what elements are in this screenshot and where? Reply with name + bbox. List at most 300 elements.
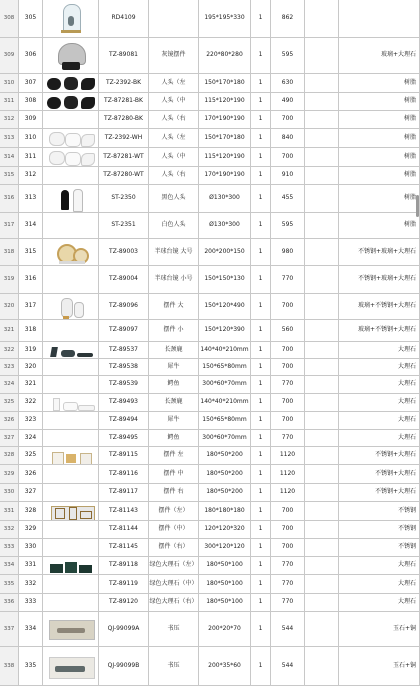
item-number-cell: 325	[18, 447, 42, 464]
product-size-cell: 200*20*70	[198, 612, 250, 646]
product-code-cell: TZ-89115	[98, 447, 148, 464]
product-image-cell	[42, 320, 98, 341]
item-number-cell: 320	[18, 359, 42, 375]
quantity-cell: 1	[250, 394, 270, 411]
product-image-cell	[42, 412, 98, 429]
table-row[interactable]	[0, 320, 420, 342]
head-image	[65, 152, 81, 166]
product-name-cell: 绿色大理石（中）	[148, 575, 198, 593]
price-cell: 1120	[270, 465, 304, 483]
product-size-cell: 180*50*200	[198, 484, 250, 501]
table-row[interactable]	[0, 185, 420, 213]
object-image	[68, 16, 74, 26]
quantity-cell: 1	[250, 465, 270, 483]
row-number: 318	[0, 239, 18, 265]
product-name-cell: 书压	[148, 612, 198, 646]
item-number-cell: 328	[18, 502, 42, 520]
price-cell: 840	[270, 129, 304, 147]
empty-cell	[304, 38, 338, 73]
product-image-cell	[42, 484, 98, 501]
product-size-cell: 115*120*190	[198, 93, 250, 110]
green-marble-image	[65, 562, 77, 573]
product-image-cell	[42, 521, 98, 538]
row-number: 311	[0, 93, 18, 110]
product-code-cell: TZ-89538	[98, 359, 148, 375]
table-row[interactable]	[0, 594, 420, 612]
quantity-cell: 1	[250, 359, 270, 375]
item-number-cell: 316	[18, 266, 42, 293]
empty-cell	[304, 359, 338, 375]
product-size-cell: 180*50*200	[198, 465, 250, 483]
product-image-cell	[42, 502, 98, 520]
product-thumbnail	[45, 94, 97, 109]
product-name-cell: 摆件 小	[148, 320, 198, 341]
row-number: 326	[0, 412, 18, 429]
empty-cell	[304, 557, 338, 574]
product-image-cell	[42, 129, 98, 147]
row-number: 312	[0, 111, 18, 128]
item-number-cell: 319	[18, 342, 42, 358]
product-size-cell: 180*50*100	[198, 575, 250, 593]
material-cell: 大理石	[338, 594, 420, 611]
material-cell: 玻璃+大理石	[338, 38, 420, 73]
row-number: 317	[0, 213, 18, 238]
item-number-cell: 329	[18, 521, 42, 538]
product-thumbnail	[45, 343, 97, 357]
row-number: 333	[0, 539, 18, 556]
price-cell: 700	[270, 394, 304, 411]
white-bust-image	[73, 189, 83, 212]
product-thumbnail	[45, 503, 97, 519]
product-code-cell: TZ-87281-BK	[98, 93, 148, 110]
product-size-cell: 150*65*80mm	[198, 412, 250, 429]
giraffe-image	[53, 398, 60, 411]
product-thumbnail	[45, 130, 97, 146]
table-row[interactable]	[0, 359, 420, 376]
gold-stand-image	[63, 316, 69, 319]
material-cell: 大理石	[338, 342, 420, 358]
product-code-cell: TZ-89004	[98, 266, 148, 293]
table-row[interactable]	[0, 394, 420, 412]
price-cell: 700	[270, 294, 304, 319]
item-number-cell: 311	[18, 148, 42, 166]
quantity-cell: 1	[250, 376, 270, 393]
item-number-cell: 333	[18, 594, 42, 611]
quantity-cell: 1	[250, 129, 270, 147]
row-number: 325	[0, 394, 18, 411]
green-marble-image	[50, 564, 63, 573]
quantity-cell: 1	[250, 647, 270, 685]
product-size-cell: 180*50*100	[198, 594, 250, 611]
product-name-cell: 鳄鱼	[148, 376, 198, 393]
product-image-cell	[42, 148, 98, 166]
item-number-cell: 308	[18, 93, 42, 110]
quantity-cell: 1	[250, 213, 270, 238]
product-name-cell: 摆件 左	[148, 447, 198, 464]
product-size-cell: 115*120*190	[198, 148, 250, 166]
table-row[interactable]	[0, 148, 420, 167]
product-code-cell: TZ-87280-BK	[98, 111, 148, 128]
quantity-cell: 1	[250, 266, 270, 293]
material-cell: 树脂	[338, 74, 420, 92]
product-code-cell: TZ-81143	[98, 502, 148, 520]
empty-cell	[304, 575, 338, 593]
product-size-cell: 200*35*60	[198, 647, 250, 685]
price-cell: 700	[270, 359, 304, 375]
product-size-cell: 300*120*120	[198, 539, 250, 556]
product-size-cell: 200*200*150	[198, 239, 250, 265]
table-row[interactable]	[0, 111, 420, 129]
product-size-cell: Ø130*300	[198, 213, 250, 238]
material-cell: 不锈钢+大理石	[338, 484, 420, 501]
product-size-cell: 170*190*190	[198, 111, 250, 128]
product-image-cell	[42, 557, 98, 574]
product-code-cell: TZ-89118	[98, 557, 148, 574]
product-code-cell: TZ-2392-BK	[98, 74, 148, 92]
product-name-cell: 人头（左	[148, 74, 198, 92]
empty-cell	[304, 294, 338, 319]
quantity-cell: 1	[250, 575, 270, 593]
product-size-cell: 300*60*70mm	[198, 430, 250, 446]
price-cell: 770	[270, 557, 304, 574]
product-code-cell: TZ-89120	[98, 594, 148, 611]
oval-mirror-image	[61, 298, 73, 318]
row-number: 310	[0, 74, 18, 92]
empty-cell	[304, 376, 338, 393]
price-cell: 490	[270, 93, 304, 110]
material-cell: 大理石	[338, 575, 420, 593]
row-number: 331	[0, 502, 18, 520]
product-name-cell: 人头（右	[148, 111, 198, 128]
table-row[interactable]	[0, 557, 420, 575]
empty-cell	[304, 213, 338, 238]
table-row[interactable]	[0, 266, 420, 294]
table-row[interactable]	[0, 521, 420, 539]
table-row[interactable]	[0, 213, 420, 239]
product-code-cell: TZ-89493	[98, 394, 148, 411]
material-cell: 大理石	[338, 394, 420, 411]
empty-cell	[304, 266, 338, 293]
gold-base-image	[61, 30, 81, 33]
product-image-cell	[42, 342, 98, 358]
product-image-cell	[42, 447, 98, 464]
row-number: 320	[0, 294, 18, 319]
head-image	[65, 133, 81, 147]
product-image-cell	[42, 539, 98, 556]
quantity-cell: 1	[250, 0, 270, 37]
material-cell: 玉石+铜	[338, 647, 420, 685]
product-name-cell: 灰镜摆件	[148, 38, 198, 73]
row-number: 337	[0, 612, 18, 646]
green-marble-image	[79, 565, 92, 573]
product-image-cell	[42, 266, 98, 293]
table-row[interactable]	[0, 412, 420, 430]
row-number: 336	[0, 594, 18, 611]
product-size-cell: 150*120*490	[198, 294, 250, 319]
price-cell: 700	[270, 342, 304, 358]
table-row[interactable]	[0, 294, 420, 320]
row-number: 322	[0, 342, 18, 358]
product-name-cell: 长颈鹿	[148, 342, 198, 358]
product-image-cell	[42, 0, 98, 37]
product-name-cell: 人头（中	[148, 93, 198, 110]
quantity-cell: 1	[250, 412, 270, 429]
table-row[interactable]	[0, 129, 420, 148]
item-number-cell: 307	[18, 74, 42, 92]
product-name-cell: 人头（左	[148, 129, 198, 147]
empty-cell	[304, 502, 338, 520]
price-cell: 595	[270, 38, 304, 73]
item-number-cell: 318	[18, 320, 42, 341]
product-thumbnail	[45, 614, 97, 644]
table-row[interactable]	[0, 93, 420, 111]
product-code-cell: TZ-89096	[98, 294, 148, 319]
price-cell: 700	[270, 412, 304, 429]
head-image	[47, 78, 61, 90]
product-code-cell: TZ-89539	[98, 376, 148, 393]
table-row[interactable]	[0, 167, 420, 185]
product-thumbnail	[45, 558, 97, 573]
table-row[interactable]	[0, 465, 420, 484]
quantity-cell: 1	[250, 38, 270, 73]
item-number-cell: 312	[18, 167, 42, 184]
material-cell: 玻璃+不锈钢+大理石	[338, 294, 420, 319]
product-name-cell: 摆件（左）	[148, 502, 198, 520]
product-name-cell: 书压	[148, 647, 198, 685]
product-image-cell	[42, 465, 98, 483]
table-row[interactable]	[0, 502, 420, 521]
product-code-cell: TZ-89081	[98, 38, 148, 73]
quantity-cell: 1	[250, 111, 270, 128]
product-size-cell: 120*120*320	[198, 521, 250, 538]
material-cell: 树脂	[338, 111, 420, 128]
product-image-cell	[42, 213, 98, 238]
table-row[interactable]	[0, 575, 420, 594]
product-code-cell: TZ-89097	[98, 320, 148, 341]
row-number: 335	[0, 575, 18, 593]
table-row[interactable]	[0, 342, 420, 359]
material-cell: 不锈钢	[338, 521, 420, 538]
material-cell: 树脂	[338, 167, 420, 184]
price-cell: 455	[270, 185, 304, 212]
material-cell: 树脂	[338, 185, 420, 212]
empty-cell	[304, 447, 338, 464]
product-name-cell: 摆件 右	[148, 484, 198, 501]
material-cell: 大理石	[338, 430, 420, 446]
product-code-cell: QJ-99099B	[98, 647, 148, 685]
price-cell: 700	[270, 148, 304, 166]
product-size-cell: 180*180*180	[198, 502, 250, 520]
material-cell: 不锈钢+玻璃+大理石	[338, 239, 420, 265]
product-size-cell: 195*195*330	[198, 0, 250, 37]
product-code-cell: TZ-89003	[98, 239, 148, 265]
product-name-cell: 半球台镜 大号	[148, 239, 198, 265]
table-row[interactable]	[0, 612, 420, 647]
quantity-cell: 1	[250, 185, 270, 212]
price-cell: 1120	[270, 447, 304, 464]
head-image	[81, 78, 95, 90]
rhino-image	[63, 402, 78, 411]
product-image-cell	[42, 111, 98, 128]
table-row[interactable]	[0, 74, 420, 93]
product-code-cell: QJ-99099A	[98, 612, 148, 646]
material-cell: 树脂	[338, 129, 420, 147]
quantity-cell: 1	[250, 320, 270, 341]
material-cell: 大理石	[338, 359, 420, 375]
row-number: 308	[0, 0, 18, 37]
item-number-cell: 323	[18, 412, 42, 429]
product-thumbnail	[45, 395, 97, 410]
frame-image	[80, 511, 92, 519]
item-number-cell: 322	[18, 394, 42, 411]
product-name-cell	[148, 0, 198, 37]
empty-cell	[304, 412, 338, 429]
quantity-cell: 1	[250, 612, 270, 646]
table-row[interactable]	[0, 38, 420, 74]
frame-image	[69, 507, 77, 520]
row-number: 324	[0, 376, 18, 393]
item-number-cell: 327	[18, 484, 42, 501]
quantity-cell: 1	[250, 521, 270, 538]
product-size-cell: 220*80*280	[198, 38, 250, 73]
crocodile-image	[78, 405, 95, 411]
empty-cell	[304, 430, 338, 446]
row-number: 327	[0, 430, 18, 446]
product-image-cell	[42, 239, 98, 265]
empty-cell	[304, 394, 338, 411]
head-image	[47, 97, 61, 109]
item-number-cell: 309	[18, 111, 42, 128]
product-name-cell: 摆件（右）	[148, 539, 198, 556]
empty-cell	[304, 465, 338, 483]
block-image	[52, 452, 64, 464]
product-size-cell: 150*170*180	[198, 129, 250, 147]
quantity-cell: 1	[250, 74, 270, 92]
head-image	[81, 153, 95, 166]
row-number: 313	[0, 129, 18, 147]
empty-cell	[304, 342, 338, 358]
row-number: 328	[0, 447, 18, 464]
product-size-cell: 140*40*210mm	[198, 394, 250, 411]
product-thumbnail	[45, 149, 97, 165]
product-code-cell: TZ-89537	[98, 342, 148, 358]
item-number-cell: 313	[18, 185, 42, 212]
block-image	[80, 453, 92, 464]
row-number: 314	[0, 148, 18, 166]
table-row[interactable]	[0, 239, 420, 266]
product-size-cell: 170*190*190	[198, 167, 250, 184]
price-cell: 544	[270, 647, 304, 685]
product-code-cell: ST-2351	[98, 213, 148, 238]
product-thumbnail	[45, 241, 97, 264]
empty-cell	[304, 93, 338, 110]
oval-mirror-image	[74, 302, 84, 318]
product-code-cell: RD4109	[98, 0, 148, 37]
table-row[interactable]	[0, 647, 420, 686]
product-name-cell: 摆件（中）	[148, 521, 198, 538]
price-cell: 770	[270, 376, 304, 393]
price-cell: 770	[270, 575, 304, 593]
price-cell: 770	[270, 594, 304, 611]
item-number-cell: 314	[18, 213, 42, 238]
product-thumbnail	[45, 75, 97, 91]
product-name-cell: 鳄鱼	[148, 430, 198, 446]
material-cell: 玉石+铜	[338, 612, 420, 646]
item-number-cell: 331	[18, 557, 42, 574]
price-cell: 770	[270, 430, 304, 446]
row-number: 329	[0, 465, 18, 483]
head-image	[64, 77, 78, 90]
empty-cell	[304, 594, 338, 611]
row-number: 309	[0, 38, 18, 73]
product-code-cell: TZ-81145	[98, 539, 148, 556]
product-size-cell: 150*150*130	[198, 266, 250, 293]
row-number: 321	[0, 320, 18, 341]
quantity-cell: 1	[250, 594, 270, 611]
table-row[interactable]	[0, 430, 420, 447]
quantity-cell: 1	[250, 430, 270, 446]
scrollbar-thumb[interactable]	[416, 195, 419, 217]
product-size-cell: 150*170*180	[198, 74, 250, 92]
price-cell: 770	[270, 266, 304, 293]
product-name-cell: 犀牛	[148, 359, 198, 375]
material-cell: 不锈钢+大理石	[338, 447, 420, 464]
table-row[interactable]	[0, 376, 420, 394]
product-image-cell	[42, 294, 98, 319]
product-name-cell: 人头（右	[148, 167, 198, 184]
product-code-cell: TZ-89494	[98, 412, 148, 429]
material-cell: 树脂	[338, 93, 420, 110]
item-number-cell: 317	[18, 294, 42, 319]
product-thumbnail	[45, 187, 97, 211]
head-image	[64, 96, 78, 109]
empty-cell	[304, 167, 338, 184]
product-size-cell: Ø130*300	[198, 185, 250, 212]
product-image-cell	[42, 575, 98, 593]
price-cell: 595	[270, 213, 304, 238]
product-code-cell: TZ-87280-WT	[98, 167, 148, 184]
item-number-cell: 330	[18, 539, 42, 556]
quantity-cell: 1	[250, 294, 270, 319]
product-image-cell	[42, 430, 98, 446]
table-row[interactable]	[0, 539, 420, 557]
table-row[interactable]	[0, 484, 420, 502]
item-number-cell: 306	[18, 38, 42, 73]
product-code-cell: TZ-87281-WT	[98, 148, 148, 166]
empty-cell	[304, 74, 338, 92]
product-image-cell	[42, 38, 98, 73]
table-row[interactable]	[0, 0, 420, 38]
material-cell: 树脂	[338, 148, 420, 166]
product-code-cell: ST-2350	[98, 185, 148, 212]
quantity-cell: 1	[250, 342, 270, 358]
price-cell: 700	[270, 111, 304, 128]
price-cell: 1120	[270, 484, 304, 501]
quantity-cell: 1	[250, 239, 270, 265]
product-size-cell: 180*50*200	[198, 447, 250, 464]
product-name-cell: 摆件 大	[148, 294, 198, 319]
product-name-cell: 犀牛	[148, 412, 198, 429]
product-code-cell: TZ-2392-WH	[98, 129, 148, 147]
product-size-cell: 150*120*390	[198, 320, 250, 341]
head-image	[49, 132, 65, 146]
table-row[interactable]	[0, 447, 420, 465]
price-cell: 910	[270, 167, 304, 184]
empty-cell	[304, 612, 338, 646]
gold-block-image	[66, 454, 76, 463]
product-image-cell	[42, 394, 98, 411]
item-number-cell: 324	[18, 430, 42, 446]
